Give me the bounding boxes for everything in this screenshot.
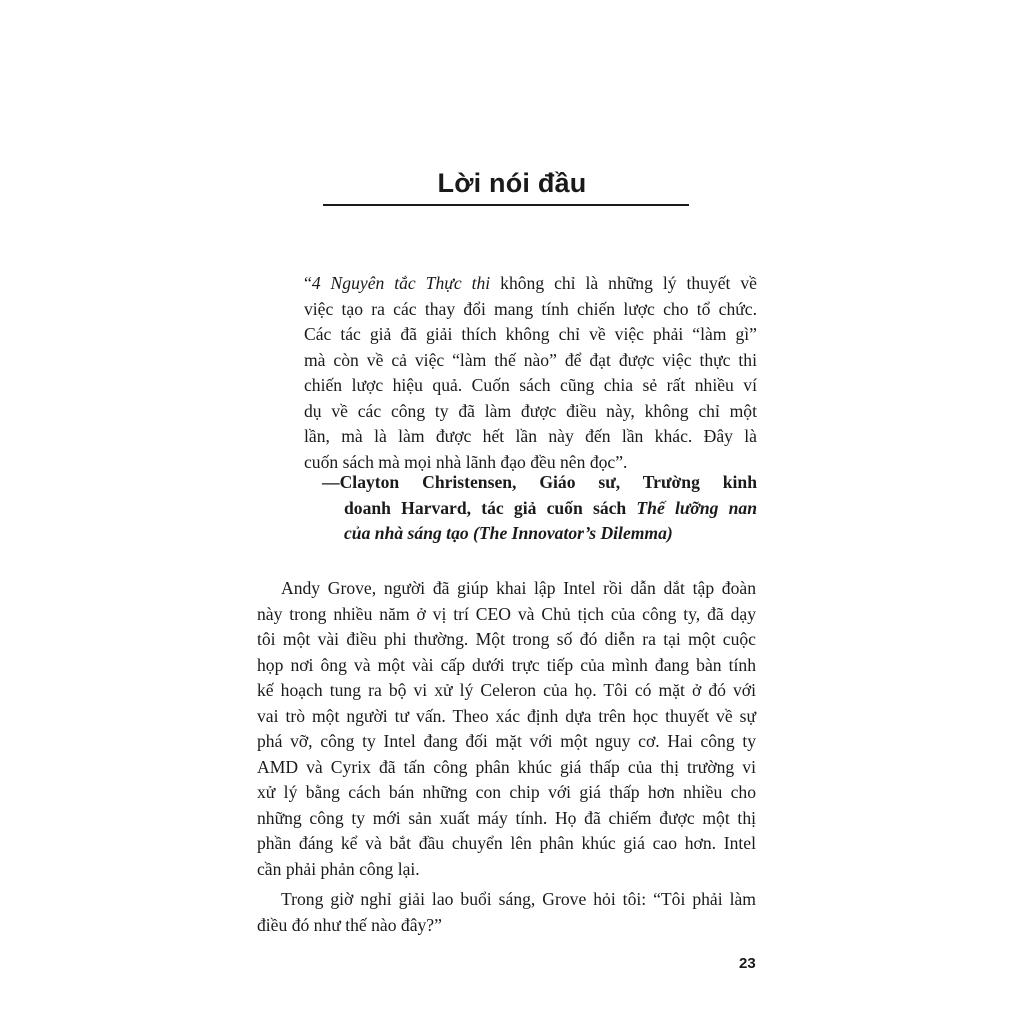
text-line	[322, 470, 757, 496]
text-line: này trong nhiều năm ở vị trí CEO và Chủ tịch của công ty, đã dạy	[257, 603, 756, 624]
text-run: cuốn sách mà mọi nhà lãnh đạo đều nên đọc”.	[304, 451, 628, 472]
text-line: điều đó như thế nào đây?”	[257, 914, 442, 935]
text-run: lần, mà là làm được hết lần này đến lần khác. Đây là	[304, 426, 757, 446]
text-line: xử lý bằng cách bán những con chip với giá thấp hơn nhiều cho	[257, 782, 756, 802]
text-run: việc tạo ra các thay đổi mang tính chiến lược cho tổ chức.	[304, 298, 757, 319]
epigraph-attribution	[322, 470, 757, 547]
text-line: Trong giờ nghỉ giải lao buổi sáng, Grove hỏi tôi: “Tôi phải làm	[281, 889, 756, 909]
text-line	[304, 399, 757, 425]
text-line	[304, 348, 757, 374]
text-line: phần đáng kể và bắt đầu chuyển lên phân khúc giá cao hơn. Intel	[257, 833, 756, 853]
text-run: —Clayton Christensen, Giáo sư, Trường kinh	[322, 472, 757, 492]
title-underline	[323, 204, 689, 206]
text-run: dụ về các công ty đã làm được điều này, không chỉ một	[304, 400, 757, 421]
text-run: chiến lược hiệu quả. Cuốn sách cũng chia sẻ rất nhiều ví	[304, 375, 757, 395]
text-line	[304, 297, 757, 323]
text-line	[322, 496, 757, 522]
text-line: Andy Grove, người đã giúp khai lập Intel rồi dẫn dắt tập đoàn	[281, 578, 756, 598]
text-line	[304, 271, 757, 297]
text-run: không chỉ là những lý thuyết về	[490, 273, 757, 293]
text-run: Các tác giả đã giải thích không chỉ về việc phải “làm gì”	[304, 324, 757, 344]
italic-text: của nhà sáng tạo (The Innovator’s Dilemma)	[344, 523, 673, 543]
epigraph-quote	[304, 271, 757, 475]
text-line: AMD và Cyrix đã tấn công phân khúc giá thấp của thị trường vi	[257, 756, 756, 777]
page-number: 23	[739, 955, 756, 972]
text-line	[304, 424, 757, 450]
text-line	[304, 373, 757, 399]
italic-text: Thế lưỡng nan	[636, 497, 757, 518]
text-line: vai trò một người tư vấn. Theo xác định dựa trên học thuyết về sự	[257, 705, 756, 726]
text-run: “	[304, 273, 312, 293]
text-line: phá vỡ, công ty Intel đang đối mặt với một nguy cơ. Hai công ty	[257, 731, 756, 751]
italic-text: 4 Nguyên tắc Thực thi	[311, 273, 491, 293]
text-line: tôi một vài điều phi thường. Một trong số đó diễn ra tại một cuộc	[257, 629, 756, 649]
text-run: mà còn về cả việc “làm thế nào” để đạt được việc thực thi	[304, 349, 757, 370]
body-paragraph	[257, 576, 756, 882]
text-line	[322, 521, 757, 547]
text-line: kế hoạch tung ra bộ vi xử lý Celeron của họ. Tôi có mặt ở đó với	[257, 680, 756, 700]
text-line: họp nơi ông và một vài cấp dưới trực tiếp của mình đang bàn tính	[257, 654, 756, 675]
body-text	[257, 576, 756, 943]
text-line	[304, 322, 757, 348]
chapter-title: Lời nói đầu	[437, 168, 587, 198]
text-run: doanh Harvard, tác giả cuốn sách	[344, 497, 637, 518]
text-line: cần phải phản công lại.	[257, 858, 420, 879]
text-line: những công ty mới sản xuất máy tính. Họ đã chiếm được một thị	[257, 807, 756, 828]
body-paragraph	[257, 887, 756, 938]
